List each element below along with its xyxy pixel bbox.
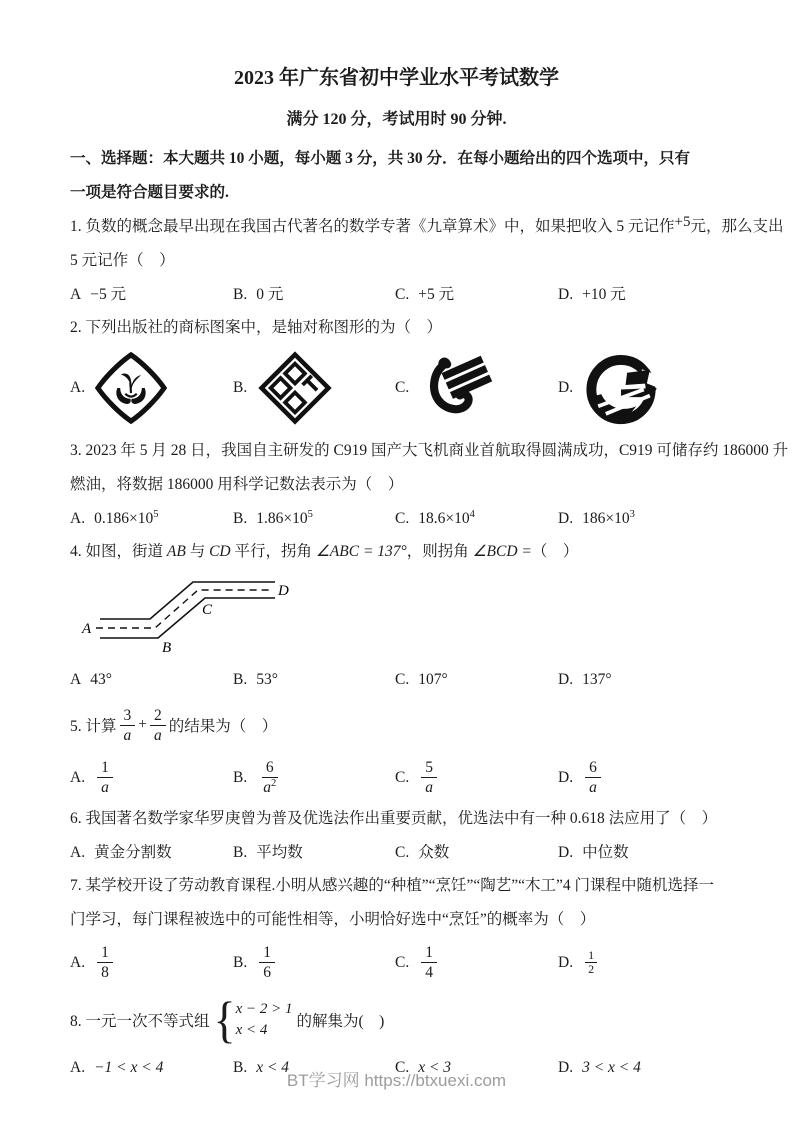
question-3-text-line1: 3. 2023 年 5 月 28 日，我国自主研发的 C919 国产大飞机商业首航取得圆满成功，C919 可储存约 186000 升 (70, 442, 789, 459)
question-7-options (70, 937, 723, 987)
q8-option-b: B. x < 4 (233, 1059, 290, 1076)
exam-subtitle: 满分 120 分，考试用时 90 分钟. (286, 111, 507, 128)
question-6 (70, 802, 723, 869)
system-brace: { (213, 991, 236, 1048)
page-title: 2023 年广东省初中学业水平考试数学 (234, 67, 559, 89)
question-6-options (70, 836, 723, 869)
question-1-text-line2: 5 元记作（ ） (70, 252, 175, 269)
q8-option-c: C. x < 3 (395, 1059, 452, 1076)
question-6-text: 6. 我国著名数学家华罗庚曾为普及优选法作出重要贡献，优选法中有一种 0.618 法应用了（ ） (70, 810, 718, 827)
question-2-text: 2. 下列出版社的商标图案中，是轴对称图形的为（ ） (70, 319, 443, 336)
q5-option-c: C. $\frac{5}{a}$ (395, 759, 558, 796)
question-1 (70, 210, 784, 311)
q2-option-a: A. (70, 350, 233, 426)
q1-option-c: C. +5 元 (395, 286, 455, 303)
diagram-label-D: D (278, 583, 289, 599)
q4-option-b: B. 53° (233, 671, 278, 688)
diagram-label-C: C (202, 602, 213, 618)
q5-option-b: B. $\frac{6}{a^2}$ (233, 758, 277, 796)
question-4-text: 4. 如图，街道 AB 与 CD 平行，拐角 ∠ABC = 137°，则拐角 ∠BCD =（ ） (70, 543, 579, 560)
section-header-line2: 一项是符合题目要求的. (70, 184, 229, 201)
inequality-system (213, 991, 293, 1048)
circle-g-publisher-logo-icon (583, 348, 659, 428)
q7-option-c: C. $\frac{1}{4}$ (395, 944, 558, 981)
q4-option-a: A 43° (70, 671, 112, 688)
question-3-text-line2: 燃油，将数据 186000 用科学记数法表示为（ ） (70, 476, 404, 493)
q7-option-a: A. $\frac{1}{8}$ (70, 944, 233, 981)
q5-option-a: A. $\frac{1}{a}$ (70, 759, 233, 796)
watermark-footer: BT学习网 https://btxuexi.com (286, 1071, 507, 1090)
q6-option-d: D. 中位数 (558, 844, 629, 861)
q1-raised-plus5: +5 (674, 214, 691, 230)
q5-fraction-1: $\frac{3}{a}$ (120, 707, 136, 744)
system-line-1: x − 2 > 1 (235, 1001, 293, 1017)
question-7-text-line1: 7. 某学校开设了劳动教育课程.小明从感兴趣的“种植”“烹饪”“陶艺”“木工”4 门课程中随机选择一 (70, 877, 715, 894)
q3-option-d: D. $186\times 10^3$ (558, 508, 635, 527)
question-5-text: 5. 计算 $\frac{3}{a}$ + $\frac{2}{a}$ 的结果为（ ） (70, 706, 278, 744)
diagram-label-A: A (82, 621, 92, 637)
swirl-books-publisher-logo-icon (419, 349, 493, 427)
q5-option-d: D. $\frac{6}{a}$ (558, 759, 723, 796)
system-line-2: x < 4 (235, 1022, 268, 1038)
q8-option-a: A. −1 < x < 4 (70, 1059, 164, 1076)
q1-option-b: B. 0 元 (233, 286, 284, 303)
question-7 (70, 869, 723, 987)
diamond-squares-publisher-logo-icon (257, 350, 333, 426)
q6-option-b: B. 平均数 (233, 844, 303, 861)
question-1-text-line1: 1. 负数的概念最早出现在我国古代著名的数学专著《九章算术》中，如果把收入 5 元记作+5元，那么支出 (70, 214, 784, 235)
q7-option-d: D. $\frac{1}{2}$ (558, 946, 723, 979)
q5-fraction-2: $\frac{2}{a}$ (150, 707, 166, 744)
question-7-text-line2: 门学习，每门课程被选中的可能性相等，小明恰好选中“烹饪”的概率为（ ） (70, 911, 596, 928)
section-header-line1: 一、选择题：本大题共 10 小题，每小题 3 分，共 30 分．在每小题给出的四个选项中，只有 (70, 150, 691, 167)
diagram-label-B: B (162, 640, 172, 656)
question-3-options (70, 502, 723, 535)
question-2 (70, 311, 723, 428)
question-5 (70, 702, 723, 802)
q1-option-d: D. +10 元 (558, 286, 626, 303)
q2-option-c: C. (395, 349, 558, 427)
q2-option-b: B. (233, 350, 395, 426)
q3-option-a: A. $0.186\times 10^5$ (70, 508, 159, 527)
section-header (70, 142, 723, 210)
q7-option-b: B. $\frac{1}{6}$ (233, 944, 395, 981)
q6-option-c: C. 众数 (395, 844, 450, 861)
q4-option-c: C. 107° (395, 671, 448, 688)
q6-option-a: A. 黄金分割数 (70, 844, 172, 861)
question-1-options (70, 278, 723, 311)
q8-option-d: D. 3 < x < 4 (558, 1059, 641, 1076)
q3-option-c: C. $18.6\times 10^4$ (395, 508, 475, 527)
hands-sprout-publisher-logo-icon (95, 350, 167, 426)
street-diagram (78, 571, 723, 663)
question-2-options (70, 348, 723, 428)
question-3 (70, 434, 789, 535)
q4-option-d: D. 137° (558, 671, 612, 688)
q2-option-d: D. (558, 348, 723, 428)
question-4-options (70, 663, 723, 696)
q3-option-b: B. $1.86\times 10^5$ (233, 508, 313, 527)
question-8-text: 8. 一元一次不等式组 { x − 2 > 1 x < 4 的解集为( ) (70, 991, 385, 1048)
q1-option-a: A −5 元 (70, 286, 127, 303)
question-5-options (70, 752, 723, 802)
question-4 (70, 535, 723, 696)
